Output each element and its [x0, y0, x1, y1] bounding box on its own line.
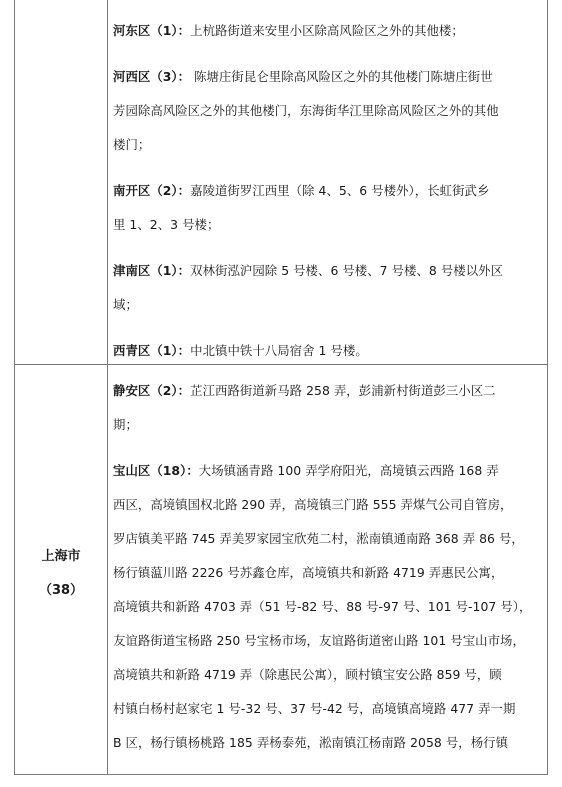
column-divider	[107, 0, 108, 774]
entry-line	[113, 174, 543, 208]
entry-text: 嘉陵道街罗江西里（除 4、5、6 号楼外），长虹街武乡	[190, 183, 490, 198]
entry-text: 上杭路街道来安里小区除高风险区之外的其他楼；	[190, 23, 464, 38]
entry-line: 西区，高境镇国权北路 290 弄，高境镇三门路 555 弄煤气公司自管房，	[113, 497, 513, 512]
entry-line	[113, 14, 543, 48]
entry-line: 期；	[113, 417, 138, 432]
entry-line: 里 1、2、3 号楼；	[113, 217, 220, 232]
district-name: 静安区（2）：	[113, 383, 191, 398]
entry-line: 村镇白杨村赵家宅 1 号-32 号、37 号-42 号，高境镇高境路 477 弄一期	[113, 701, 516, 716]
entry-text: 陈塘庄街昆仑里除高风险区之外的其他楼门陈塘庄街世	[190, 69, 493, 84]
tianjin-districts-cell	[113, 14, 543, 368]
entry-line	[113, 454, 543, 488]
district-entry-baoshan	[113, 454, 543, 760]
entry-line	[113, 334, 543, 368]
district-name: 津南区（1）：	[113, 263, 191, 278]
entry-line: 罗店镇美平路 745 弄美罗家园宝欣苑二村，淞南镇通南路 368 弄 86 号，	[113, 531, 524, 546]
risk-area-table	[14, 0, 548, 775]
district-name: 河东区（1）：	[113, 23, 191, 38]
district-entry-xiqing	[113, 334, 543, 368]
entry-line: 友谊路街道宝杨路 250 号宝杨市场，友谊路街道密山路 101 号宝山市场，	[113, 633, 525, 648]
district-name: 南开区（2）：	[113, 183, 191, 198]
entry-line: 高境镇共和新路 4719 弄（除惠民公寓），顾村镇宝安公路 859 号，顾	[113, 667, 502, 682]
entry-line: 杨行镇蕰川路 2226 号苏鑫仓库，高境镇共和新路 4719 弄惠民公寓，	[113, 565, 504, 580]
district-entry-jingan	[113, 374, 543, 442]
shanghai-districts-cell	[113, 374, 543, 760]
city-count: （38）	[38, 583, 84, 598]
city-name: 上海市	[41, 549, 81, 564]
entry-line: B 区，杨行镇杨桃路 185 弄杨泰苑，淞南镇江杨南路 2058 号，杨行镇	[113, 735, 509, 750]
district-name: 河西区（3）：	[113, 69, 191, 84]
entry-line	[113, 374, 543, 408]
entry-text: 芷江西路街道新马路 258 弄，彭浦新村街道彭三小区二	[190, 383, 496, 398]
entry-text: 大场镇涵青路 100 弄学府阳光，高境镇云西路 168 弄	[198, 463, 499, 478]
entry-line	[113, 254, 543, 288]
entry-line	[113, 60, 543, 94]
entry-text: 双林街泓沪园除 5 号楼、6 号楼、7 号楼、8 号楼以外区	[190, 263, 504, 278]
entry-line: 芳园除高风险区之外的其他楼门，东海街华江里除高风险区之外的其他	[113, 103, 499, 118]
district-entry-nankai	[113, 174, 543, 242]
entry-line: 域；	[113, 297, 138, 312]
district-entry-jinnan	[113, 254, 543, 322]
district-name: 宝山区（18）：	[113, 463, 199, 478]
entry-text: 中北镇中铁十八局宿舍 1 号楼。	[190, 343, 368, 358]
district-entry-hexi	[113, 60, 543, 162]
entry-line: 高境镇共和新路 4703 弄（51 号-82 号、88 号-97 号、101 号-107 号），	[113, 599, 532, 614]
district-name: 西青区（1）：	[113, 343, 191, 358]
district-entry-hedong	[113, 14, 543, 48]
city-cell-shanghai	[15, 540, 107, 608]
entry-line: 楼门；	[113, 137, 151, 152]
